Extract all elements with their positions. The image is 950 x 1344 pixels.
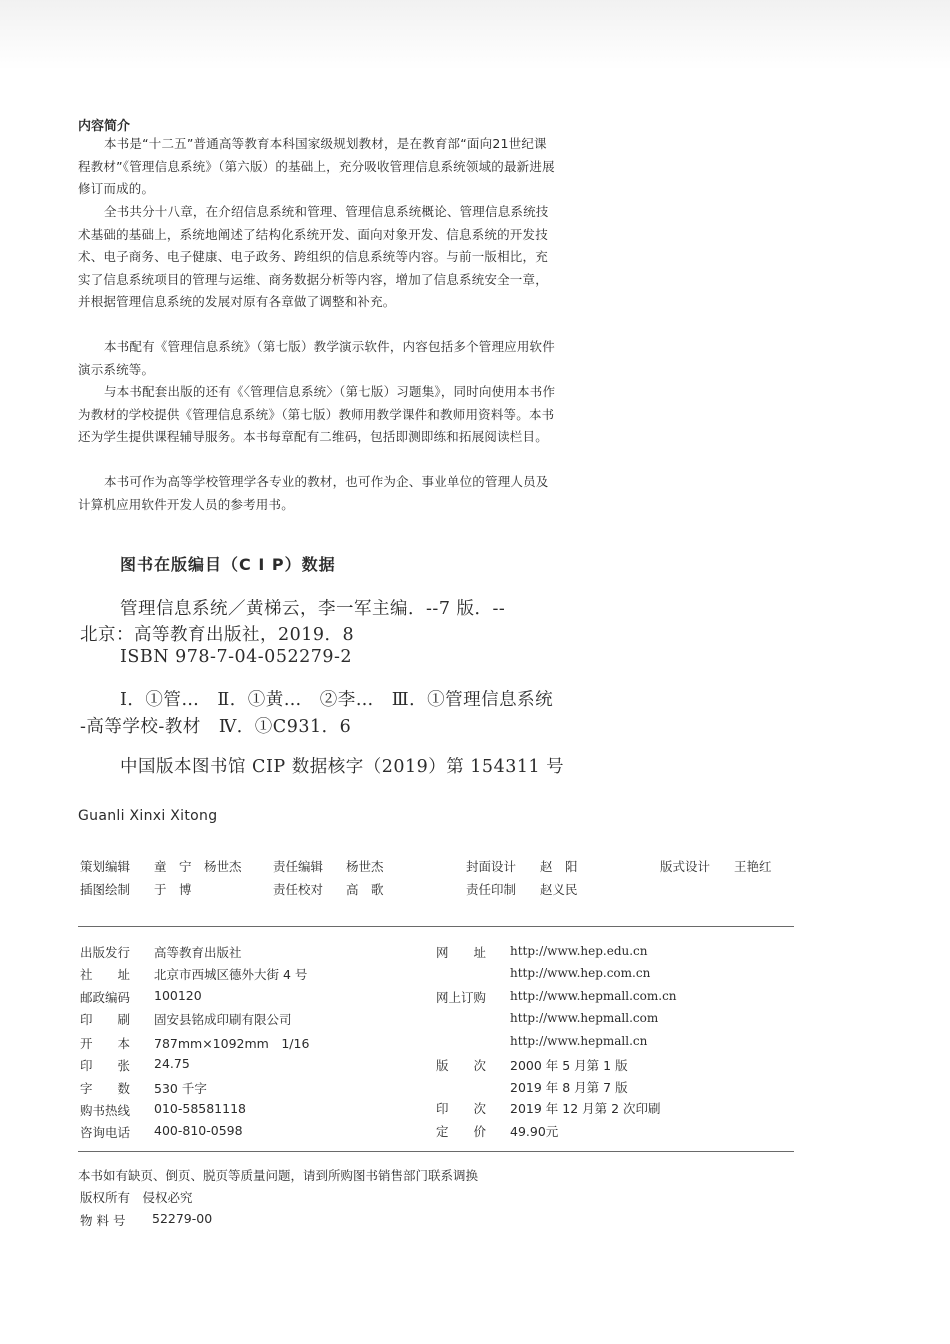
intro-paragraph: 全书共分十八章，在介绍信息系统和管理、管理信息系统概论、管理信息系统技术基础的基础上，系统地阐述了结构化系统开发、面向对象开发、信息系统的开发技术、电子商务、电子健康、电子政务、跨组织的信息系统等内容。与前一版相比，充实了信息系统项目的管理与运维、商务数据分析等内容，增加了信息系统安全一章，并根据管理信息系统的发展对原有各章做了调整和补充。 bbox=[78, 204, 549, 309]
online-order-label: 网上订购 bbox=[436, 990, 487, 1005]
responsible-editor-value: 杨世杰 bbox=[346, 859, 384, 874]
planning-editor-value: 童 宁 杨世杰 bbox=[154, 859, 242, 874]
sheets-label: 印 张 bbox=[80, 1058, 131, 1073]
website-label: 网 址 bbox=[436, 945, 487, 960]
cip-record-number: 中国版本图书馆 CIP 数据核字（2019）第 154311 号 bbox=[120, 757, 565, 777]
impression-label: 印 次 bbox=[436, 1101, 487, 1116]
intro-paragraph: 本书是“十二五”普通高等教育本科国家级规划教材，是在教育部“面向21世纪课程教材”《管理信息系统》（第六版）的基础上，充分吸收管理信息系统领域的最新进展修订而成的。 bbox=[78, 136, 555, 196]
publisher-value: 高等教育出版社 bbox=[154, 945, 242, 960]
responsible-editor-label: 责任编辑 bbox=[273, 859, 324, 874]
copyright-notice: 版权所有 侵权必究 bbox=[80, 1190, 193, 1205]
material-number-label: 物 料 号 bbox=[80, 1213, 126, 1228]
proofreading-label: 责任校对 bbox=[273, 882, 324, 897]
printer-value: 固安县铭成印刷有限公司 bbox=[154, 1012, 292, 1027]
order-link[interactable]: http://www.hepmall.cn bbox=[510, 1034, 648, 1048]
cover-design-value: 赵 阳 bbox=[540, 859, 578, 874]
impression-value: 2019 年 12 月第 2 次印刷 bbox=[510, 1101, 661, 1116]
website-link[interactable]: http://www.hep.com.cn bbox=[510, 966, 651, 980]
printing-manager-label: 责任印制 bbox=[466, 882, 517, 897]
printing-manager-value: 赵义民 bbox=[540, 882, 578, 897]
planning-editor-label: 策划编辑 bbox=[80, 859, 131, 874]
pinyin-title: Guanli Xinxi Xitong bbox=[78, 808, 218, 824]
cip-title-line: 管理信息系统／黄梯云，李一军主编．--7 版．-- bbox=[120, 599, 506, 619]
cip-publisher-line: 北京：高等教育出版社，2019．8 bbox=[80, 625, 355, 645]
edition-value: 2019 年 8 月第 7 版 bbox=[510, 1080, 628, 1095]
printer-label: 印 刷 bbox=[80, 1012, 131, 1027]
address-value: 北京市西城区德外大街 4 号 bbox=[154, 967, 308, 982]
cip-subject-line-2: -高等学校-教材 Ⅳ．①C931．6 bbox=[80, 717, 352, 737]
address-label: 社 址 bbox=[80, 967, 131, 982]
order-link[interactable]: http://www.hepmall.com.cn bbox=[510, 989, 677, 1003]
intro-title: 内容简介 bbox=[78, 119, 131, 134]
intro-paragraph: 本书配有《管理信息系统》（第七版）教学演示软件，内容包括多个管理应用软件演示系统等。 bbox=[78, 339, 555, 377]
price-value: 49.90元 bbox=[510, 1124, 559, 1139]
format-label: 开 本 bbox=[80, 1036, 131, 1051]
postcode-label: 邮政编码 bbox=[80, 990, 131, 1005]
layout-design-label: 版式设计 bbox=[660, 859, 711, 874]
illustration-label: 插图绘制 bbox=[80, 882, 131, 897]
word-count-value: 530 千字 bbox=[154, 1081, 207, 1096]
postcode-value: 100120 bbox=[154, 988, 202, 1003]
hotline-label: 购书热线 bbox=[80, 1103, 131, 1118]
consult-value: 400-810-0598 bbox=[154, 1123, 243, 1138]
intro-paragraph: 与本书配套出版的还有《〈管理信息系统〉（第七版）习题集》，同时向使用本书作为教材的学校提供《管理信息系统》（第七版）教师用教学课件和教师用资料等。本书还为学生提供课程辅导服务。本书每章配有二维码，包括即测即练和拓展阅读栏目。 bbox=[78, 384, 556, 444]
layout-design-value: 王艳红 bbox=[734, 859, 772, 874]
divider bbox=[78, 1151, 794, 1152]
word-count-label: 字 数 bbox=[80, 1081, 131, 1096]
illustration-value: 于 博 bbox=[154, 882, 192, 897]
format-value: 787mm×1092mm 1/16 bbox=[154, 1036, 310, 1051]
sheets-value: 24.75 bbox=[154, 1056, 190, 1071]
publisher-label: 出版发行 bbox=[80, 945, 131, 960]
cip-heading: 图书在版编目（C I P）数据 bbox=[120, 555, 336, 574]
edition-value: 2000 年 5 月第 1 版 bbox=[510, 1058, 628, 1073]
quality-notice: 本书如有缺页、倒页、脱页等质量问题，请到所购图书销售部门联系调换 bbox=[78, 1168, 479, 1183]
intro-paragraph: 本书可作为高等学校管理学各专业的教材，也可作为企、事业单位的管理人员及计算机应用软件开发人员的参考用书。 bbox=[78, 474, 549, 512]
price-label: 定 价 bbox=[436, 1124, 487, 1139]
cover-design-label: 封面设计 bbox=[466, 859, 517, 874]
scan-shadow bbox=[0, 0, 950, 70]
consult-label: 咨询电话 bbox=[80, 1125, 131, 1140]
proofreading-value: 高 歌 bbox=[346, 882, 384, 897]
hotline-value: 010-58581118 bbox=[154, 1101, 246, 1116]
website-link[interactable]: http://www.hep.edu.cn bbox=[510, 944, 648, 958]
edition-label: 版 次 bbox=[436, 1058, 487, 1073]
order-link[interactable]: http://www.hepmall.com bbox=[510, 1011, 659, 1025]
divider bbox=[78, 926, 794, 927]
material-number-value: 52279-00 bbox=[152, 1211, 213, 1226]
cip-subject-line: Ⅰ．①管… Ⅱ．①黄… ②李… Ⅲ．①管理信息系统 bbox=[120, 690, 554, 710]
cip-isbn-line: ISBN 978-7-04-052279-2 bbox=[120, 647, 353, 667]
